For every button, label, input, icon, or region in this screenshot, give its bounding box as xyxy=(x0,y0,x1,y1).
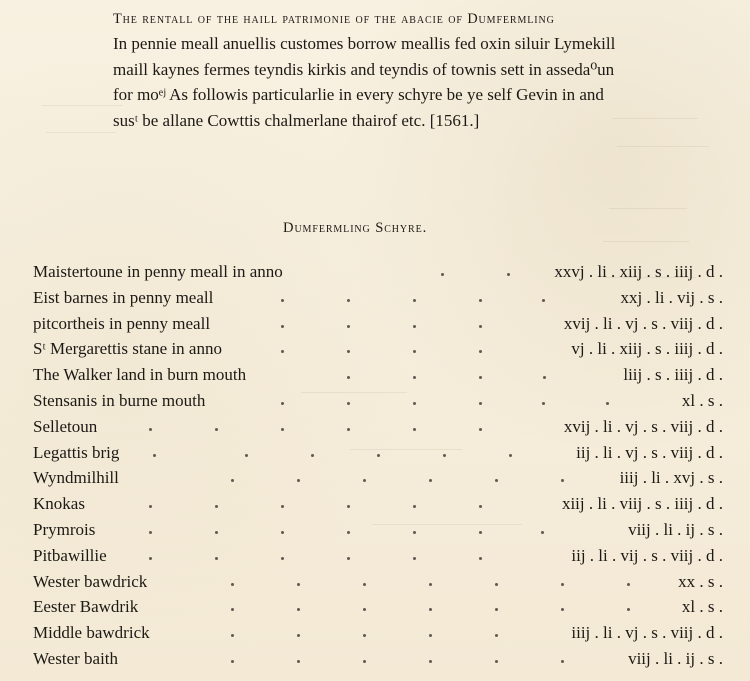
table-row xyxy=(33,285,723,311)
leader-dot xyxy=(561,583,564,586)
leader-dot xyxy=(347,299,350,302)
leader-dot xyxy=(429,660,432,663)
table-row xyxy=(33,517,723,543)
leader-dot xyxy=(281,557,284,560)
leader-dot xyxy=(429,583,432,586)
leader-dot xyxy=(149,505,152,508)
rental-amount: xx . s . xyxy=(678,571,723,591)
table-row xyxy=(33,414,723,440)
leader-dot xyxy=(347,402,350,405)
rental-amount: viij . li . ij . s . xyxy=(628,648,723,668)
leader-dots xyxy=(143,415,533,435)
rental-amount: viij . li . ij . s . xyxy=(628,519,723,539)
leader-dot xyxy=(479,325,482,328)
table-row xyxy=(33,311,723,337)
rental-table xyxy=(33,259,723,672)
leader-dot xyxy=(413,531,416,534)
leader-dots xyxy=(263,337,533,357)
leader-dot xyxy=(363,583,366,586)
leader-dot xyxy=(561,479,564,482)
leader-dot xyxy=(281,531,284,534)
leader-dots xyxy=(333,363,593,383)
leader-dot xyxy=(281,350,284,353)
leader-dot xyxy=(347,505,350,508)
table-row xyxy=(33,569,723,595)
document-header xyxy=(113,7,720,133)
intro-line: maill kaynes fermes teyndis kirkis and teyndis of townis sett in asseda⁰un xyxy=(113,59,615,79)
leader-dots xyxy=(263,286,583,306)
rental-amount: xvij . li . vj . s . viij . d . xyxy=(563,313,723,333)
leader-dots xyxy=(263,389,653,409)
leader-dot xyxy=(231,634,234,637)
leader-dot xyxy=(231,660,234,663)
leader-dot xyxy=(297,479,300,482)
leader-dot xyxy=(479,350,482,353)
leader-dot xyxy=(507,273,510,276)
leader-dot xyxy=(495,583,498,586)
bleed-line xyxy=(617,146,709,147)
leader-dots xyxy=(143,492,533,512)
rental-amount: vj . li . xiij . s . iiij . d . xyxy=(571,339,723,359)
document-title: The rentall of the haill patrimonie of the abacie of Dumfermling xyxy=(113,11,555,27)
place-name: Sᵗ Mergarettis stane in anno xyxy=(33,339,222,359)
leader-dot xyxy=(413,402,416,405)
leader-dot xyxy=(231,583,234,586)
leader-dot xyxy=(215,557,218,560)
leader-dot xyxy=(281,505,284,508)
leader-dot xyxy=(149,428,152,431)
leader-dot xyxy=(297,634,300,637)
leader-dot xyxy=(429,608,432,611)
place-name: pitcortheis in penny meall xyxy=(33,313,211,333)
place-name: Knokas xyxy=(33,494,85,514)
place-name: Prymrois xyxy=(33,519,96,539)
leader-dot xyxy=(215,505,218,508)
leader-dot xyxy=(413,350,416,353)
leader-dot xyxy=(561,608,564,611)
table-row xyxy=(33,594,723,620)
leader-dot xyxy=(377,454,380,457)
leader-dots xyxy=(263,312,533,332)
section-heading: Dumfermling Schyre. xyxy=(283,220,428,236)
leader-dot xyxy=(479,557,482,560)
leader-dot xyxy=(479,531,482,534)
leader-dot xyxy=(297,583,300,586)
bleed-line xyxy=(609,208,687,209)
leader-dot xyxy=(347,350,350,353)
leader-dot xyxy=(495,608,498,611)
leader-dot xyxy=(495,634,498,637)
rental-amount: xl . s . xyxy=(681,597,723,617)
place-name: Middle bawdrick xyxy=(33,623,150,643)
intro-line: In pennie meall anuellis customes borrow meallis fed oxin siluir Lymekill xyxy=(113,34,616,53)
leader-dot xyxy=(495,660,498,663)
leader-dot xyxy=(541,531,544,534)
leader-dot xyxy=(231,479,234,482)
leader-dot xyxy=(347,557,350,560)
leader-dot xyxy=(149,531,152,534)
leader-dot xyxy=(413,325,416,328)
leader-dot xyxy=(479,299,482,302)
leader-dot xyxy=(281,428,284,431)
place-name: Legattis brig xyxy=(33,442,120,462)
leader-dot xyxy=(281,299,284,302)
table-row xyxy=(33,336,723,362)
leader-dot xyxy=(297,660,300,663)
leader-dots xyxy=(143,518,583,538)
leader-dot xyxy=(479,402,482,405)
leader-dot xyxy=(281,325,284,328)
place-name: Stensanis in burne mouth xyxy=(33,390,206,410)
place-name: Wester baith xyxy=(33,648,119,668)
leader-dot xyxy=(281,402,284,405)
leader-dot xyxy=(413,505,416,508)
leader-dot xyxy=(627,608,630,611)
rental-amount: xvij . li . vj . s . viij . d . xyxy=(563,416,723,436)
leader-dot xyxy=(509,454,512,457)
leader-dots xyxy=(213,621,543,641)
leader-dot xyxy=(429,634,432,637)
leader-dot xyxy=(413,376,416,379)
leader-dot xyxy=(479,505,482,508)
leader-dot xyxy=(443,454,446,457)
intro-line: susᵗ be allane Cowttis chalmerlane thairof etc. [1561.] xyxy=(113,110,480,130)
leader-dot xyxy=(347,428,350,431)
rental-amount: iij . li . vij . s . viij . d . xyxy=(571,545,723,565)
leader-dot xyxy=(311,454,314,457)
place-name: Eester Bawdrik xyxy=(33,597,139,617)
leader-dot xyxy=(347,325,350,328)
leader-dots xyxy=(213,466,613,486)
leader-dot xyxy=(627,583,630,586)
leader-dot xyxy=(297,608,300,611)
place-name: Pitbawillie xyxy=(33,545,107,565)
leader-dot xyxy=(495,479,498,482)
intro-line: for moᵉʲ As followis particularlie in every schyre be ye self Gevin in and xyxy=(113,85,604,105)
leader-dot xyxy=(479,428,482,431)
rental-amount: iiij . li . vj . s . viij . d . xyxy=(571,623,723,643)
leader-dot xyxy=(606,402,609,405)
leader-dots xyxy=(153,441,563,461)
leader-dot xyxy=(413,428,416,431)
leader-dot xyxy=(215,531,218,534)
bleed-line xyxy=(603,241,689,242)
leader-dot xyxy=(245,454,248,457)
leader-dot xyxy=(347,531,350,534)
table-row xyxy=(33,440,723,466)
leader-dots xyxy=(403,260,513,280)
rental-amount: xl . s . xyxy=(681,390,723,410)
leader-dot xyxy=(363,634,366,637)
table-row xyxy=(33,620,723,646)
leader-dot xyxy=(542,299,545,302)
leader-dot xyxy=(542,402,545,405)
leader-dot xyxy=(363,660,366,663)
table-row xyxy=(33,491,723,517)
leader-dots xyxy=(213,570,643,590)
place-name: Wester bawdrick xyxy=(33,571,148,591)
leader-dot xyxy=(153,454,156,457)
table-row xyxy=(33,646,723,672)
table-row xyxy=(33,543,723,569)
leader-dot xyxy=(413,557,416,560)
leader-dot xyxy=(479,376,482,379)
place-name: Selletoun xyxy=(33,416,98,436)
leader-dot xyxy=(561,660,564,663)
table-row xyxy=(33,465,723,491)
leader-dot xyxy=(413,299,416,302)
place-name: Maistertoune in penny meall in anno xyxy=(33,262,283,281)
bleed-line xyxy=(46,132,116,133)
leader-dot xyxy=(231,608,234,611)
place-name: Eist barnes in penny meall xyxy=(33,287,214,307)
rental-amount: xxj . li . vij . s . xyxy=(620,287,723,307)
table-row xyxy=(33,388,723,414)
leader-dot xyxy=(215,428,218,431)
rental-amount: iiij . li . xvj . s . xyxy=(619,468,723,488)
table-row xyxy=(33,362,723,388)
leader-dot xyxy=(149,557,152,560)
leader-dot xyxy=(543,376,546,379)
rental-amount: xxvj . li . xiij . s . iiij . d . xyxy=(554,262,723,281)
leader-dot xyxy=(429,479,432,482)
leader-dots xyxy=(143,544,533,564)
table-row xyxy=(33,259,723,285)
leader-dot xyxy=(363,479,366,482)
leader-dot xyxy=(347,376,350,379)
rental-amount: liij . s . iiij . d . xyxy=(623,365,723,385)
leader-dots xyxy=(213,647,613,667)
place-name: Wyndmilhill xyxy=(33,468,119,488)
leader-dot xyxy=(441,273,444,276)
place-name: The Walker land in burn mouth xyxy=(33,365,247,385)
leader-dot xyxy=(363,608,366,611)
leader-dots xyxy=(213,595,643,615)
rental-amount: xiij . li . viij . s . iiij . d . xyxy=(561,494,723,514)
rental-amount: iij . li . vj . s . viij . d . xyxy=(576,442,723,462)
bleed-line xyxy=(42,105,123,106)
